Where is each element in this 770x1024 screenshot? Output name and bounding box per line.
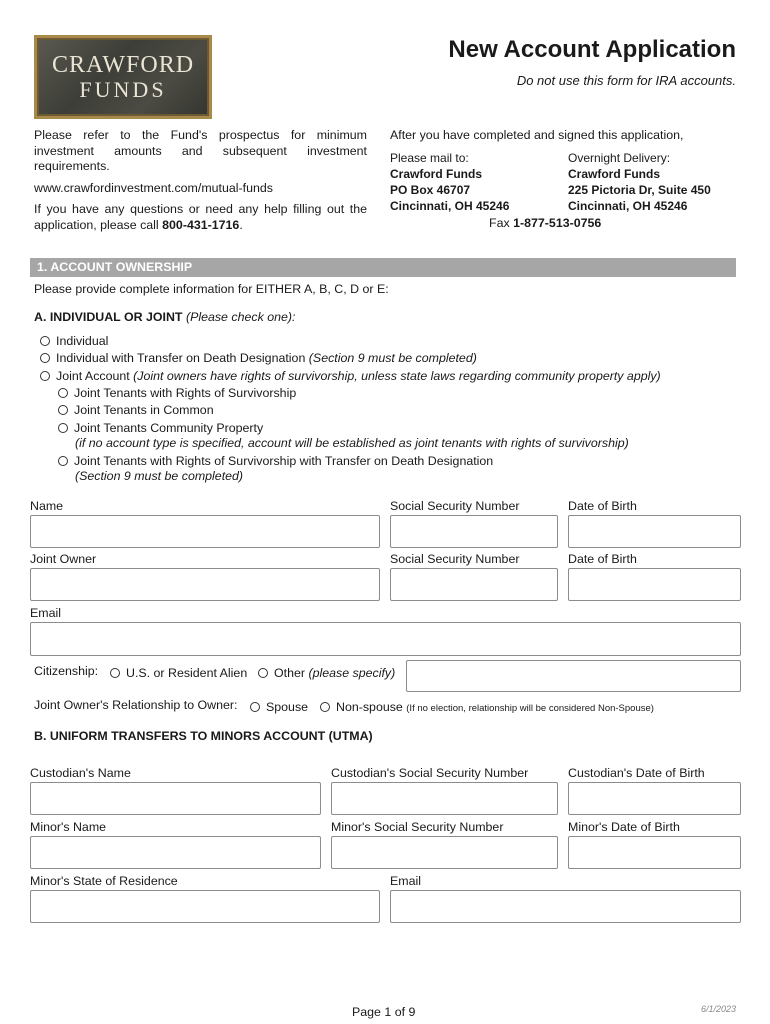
intro-block [34, 128, 367, 239]
radio-tenants-common-icon[interactable] [58, 405, 68, 415]
custodian-dob-input[interactable] [568, 782, 741, 815]
overnight-addr1: 225 Pictoria Dr, Suite 450 [568, 183, 711, 197]
joint-ssn-label: Social Security Number [390, 552, 520, 566]
custodian-ssn-label: Custodian's Social Security Number [331, 766, 529, 780]
radio-community-property-icon[interactable] [58, 423, 68, 433]
section-b-title: B. UNIFORM TRANSFERS TO MINORS ACCOUNT (UTMA) [34, 729, 373, 743]
section-account-ownership-header: 1. ACCOUNT OWNERSHIP [30, 258, 736, 277]
option-individual-tod[interactable] [40, 351, 477, 365]
logo-line2: FUNDS [79, 77, 167, 102]
custodian-name-label: Custodian's Name [30, 766, 131, 780]
mail-label: Please mail to: [390, 151, 469, 165]
ssn-label: Social Security Number [390, 499, 520, 513]
joint-dob-input[interactable] [568, 568, 741, 601]
radio-individual-icon[interactable] [40, 336, 50, 346]
overnight-name: Crawford Funds [568, 167, 660, 181]
mail-name: Crawford Funds [390, 167, 482, 181]
joint-owner-label: Joint Owner [30, 552, 97, 566]
relationship-label: Joint Owner's Relationship to Owner: [34, 698, 238, 712]
rel-note: (If no election, relationship will be considered Non-Spouse) [406, 703, 654, 714]
crawford-funds-logo [34, 35, 212, 119]
email-label: Email [30, 606, 61, 620]
radio-nonspouse-icon[interactable] [320, 702, 330, 712]
radio-jtwros-icon[interactable] [58, 388, 68, 398]
custodian-name-input[interactable] [30, 782, 321, 815]
dob-input[interactable] [568, 515, 741, 548]
dob-label: Date of Birth [568, 499, 637, 513]
option-individual[interactable] [40, 334, 108, 348]
radio-jtwros-tod-icon[interactable] [58, 456, 68, 466]
cit-other-label: Other [274, 666, 305, 680]
option-jtwros-label: Joint Tenants with Rights of Survivorship [74, 386, 297, 400]
help-end: . [239, 217, 243, 232]
citizenship-label: Citizenship: [34, 664, 99, 678]
help-sentence: If you have any questions or need any help filling out the application, please call [34, 202, 367, 232]
page-number: Page 1 of 9 [352, 1005, 416, 1019]
section-a-heading: A. INDIVIDUAL OR JOINT [34, 310, 183, 324]
minor-ssn-label: Minor's Social Security Number [331, 820, 504, 834]
radio-individual-tod-icon[interactable] [40, 353, 50, 363]
help-text [34, 202, 367, 233]
name-input[interactable] [30, 515, 380, 548]
radio-spouse-icon[interactable] [250, 702, 260, 712]
citizenship-us-option[interactable] [110, 666, 247, 680]
overnight-addr2: Cincinnati, OH 45246 [568, 199, 688, 213]
page-title: New Account Application [448, 36, 736, 63]
option-individual-label: Individual [56, 334, 109, 348]
rel-spouse-label: Spouse [266, 700, 309, 714]
section-a-hint: (Please check one): [185, 310, 296, 324]
minor-email-input[interactable] [390, 890, 741, 923]
overnight-label: Overnight Delivery: [568, 151, 671, 165]
mail-addr2: Cincinnati, OH 45246 [390, 199, 510, 213]
option-community-label: Joint Tenants Community Property [74, 421, 264, 435]
option-jtwros-tod-note: (Section 9 must be completed) [75, 469, 244, 483]
minor-state-input[interactable] [30, 890, 380, 923]
name-label: Name [30, 499, 64, 513]
cit-us-label: U.S. or Resident Alien [126, 666, 248, 680]
mail-lead: After you have completed and signed this application, [390, 128, 684, 142]
option-community-property[interactable] [58, 421, 263, 435]
minor-state-label: Minor's State of Residence [30, 874, 178, 888]
citizenship-other-input[interactable] [406, 660, 741, 692]
mail-addr1: PO Box 46707 [390, 183, 471, 197]
ssn-input[interactable] [390, 515, 558, 548]
option-jtwros[interactable] [58, 386, 296, 400]
option-tod-note: (Section 9 must be completed) [308, 351, 477, 365]
citizenship-other-option[interactable] [258, 666, 395, 680]
minor-dob-input[interactable] [568, 836, 741, 869]
minor-email-label: Email [390, 874, 421, 888]
relationship-nonspouse-option[interactable] [320, 700, 654, 714]
custodian-ssn-input[interactable] [331, 782, 558, 815]
minor-dob-label: Minor's Date of Birth [568, 820, 680, 834]
rel-nonspouse-label: Non-spouse [336, 700, 403, 714]
option-joint-label: Joint Account [56, 369, 130, 383]
prospectus-text: Please refer to the Fund's prospectus for minimum investment amounts and subsequent investment requirements. [34, 128, 367, 173]
joint-dob-label: Date of Birth [568, 552, 637, 566]
page-subtitle: Do not use this form for IRA accounts. [516, 73, 736, 88]
minor-ssn-input[interactable] [331, 836, 558, 869]
logo-line1: CRAWFORD [51, 52, 195, 78]
email-input[interactable] [30, 622, 741, 656]
radio-citizenship-other-icon[interactable] [258, 668, 268, 678]
overnight-address-block [568, 150, 711, 214]
option-jtwros-tod[interactable] [58, 454, 493, 468]
fax-label: Fax [489, 216, 510, 230]
fax-line [489, 216, 601, 230]
mail-address-block [390, 150, 509, 214]
option-jtwros-tod-label: Joint Tenants with Rights of Survivorship with Transfer on Death Designation [74, 454, 494, 468]
custodian-dob-label: Custodian's Date of Birth [568, 766, 705, 780]
fax-number: 1-877-513-0756 [513, 216, 602, 230]
radio-citizenship-us-icon[interactable] [110, 668, 120, 678]
option-joint-note: (Joint owners have rights of survivorship, unless state laws regarding community property apply) [133, 369, 661, 383]
option-tic-label: Joint Tenants in Common [74, 403, 214, 417]
option-joint[interactable] [40, 369, 661, 383]
joint-owner-input[interactable] [30, 568, 380, 601]
website-link[interactable]: www.crawfordinvestment.com/mutual-funds [34, 180, 273, 195]
cit-other-note: (please specify) [308, 666, 396, 680]
section1-instructions: Please provide complete information for EITHER A, B, C, D or E: [34, 282, 389, 296]
help-phone: 800-431-1716 [162, 217, 240, 232]
revision-date: 6/1/2023 [700, 1004, 736, 1014]
section-a-title [34, 310, 295, 324]
minor-name-input[interactable] [30, 836, 321, 869]
relationship-spouse-option[interactable] [250, 700, 308, 714]
option-tod-label: Individual with Transfer on Death Designation [56, 351, 306, 365]
minor-name-label: Minor's Name [30, 820, 107, 834]
option-community-note: (if no account type is specified, account will be established as joint tenants with rights of survivorship) [75, 436, 629, 450]
joint-ssn-input[interactable] [390, 568, 558, 601]
option-tenants-common[interactable] [58, 403, 214, 417]
radio-joint-icon[interactable] [40, 371, 50, 381]
